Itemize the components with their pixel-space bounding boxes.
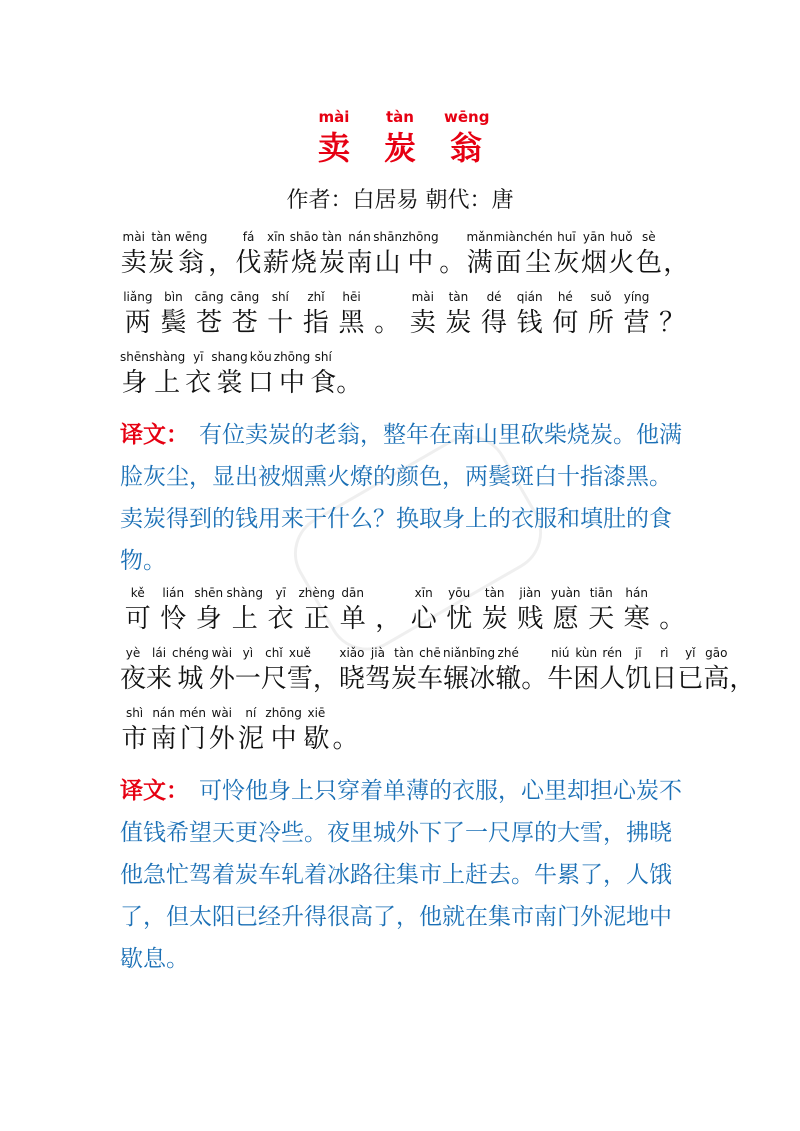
hanzi: 困 xyxy=(573,664,600,694)
translation-label: 译文： xyxy=(120,778,189,804)
stanza-1 xyxy=(120,222,690,402)
pinyin: shang xyxy=(211,350,248,364)
hanzi: 已 xyxy=(677,664,704,694)
ruby-char xyxy=(608,230,635,282)
hanzi: 裳 xyxy=(216,368,243,398)
pinyin: chē xyxy=(419,646,441,660)
ruby-char xyxy=(625,646,651,698)
pinyin: cāng xyxy=(230,290,260,304)
punctuation: ， xyxy=(208,248,235,278)
ruby-char xyxy=(265,706,301,758)
pinyin: chéng xyxy=(172,646,209,660)
pinyin: mǎn xyxy=(466,230,494,244)
pinyin: lái xyxy=(152,646,167,660)
hanzi: 饥 xyxy=(625,664,652,694)
hanzi: 所 xyxy=(587,308,614,338)
title-char-1: 卖 xyxy=(317,129,350,167)
pinyin: qián xyxy=(516,290,543,304)
pinyin: shí xyxy=(271,290,289,304)
pinyin: shì xyxy=(125,706,144,720)
pinyin: mài xyxy=(411,290,434,304)
ruby-char xyxy=(298,586,335,638)
hanzi: 尺 xyxy=(260,664,287,694)
hanzi: 面 xyxy=(495,248,522,278)
hanzi: 灰 xyxy=(553,248,580,278)
punctuation: ， xyxy=(729,664,756,694)
ruby-char xyxy=(547,646,573,698)
ruby-char xyxy=(334,290,370,342)
hanzi: 苍 xyxy=(196,308,223,338)
hanzi: 伐 xyxy=(235,248,262,278)
ruby-char xyxy=(599,646,625,698)
title-pinyin-3: wēng xyxy=(444,108,490,126)
pinyin: tàn xyxy=(448,290,469,304)
ruby-char xyxy=(120,230,147,282)
hanzi: 卖 xyxy=(120,248,147,278)
ruby-char xyxy=(441,586,477,638)
pinyin: kǒu xyxy=(249,350,272,364)
pinyin: yì xyxy=(242,646,254,660)
hanzi: 鬓 xyxy=(160,308,187,338)
pinyin: ní xyxy=(245,706,257,720)
ruby-char xyxy=(191,586,227,638)
hanzi: 衣 xyxy=(185,368,212,398)
hanzi: 正 xyxy=(303,604,330,634)
pinyin: huī xyxy=(557,230,576,244)
ruby-char xyxy=(298,290,334,342)
ruby-char xyxy=(469,646,495,698)
pinyin: fá xyxy=(242,230,255,244)
pinyin: yī xyxy=(193,350,204,364)
title-char-3: 翁 xyxy=(449,129,482,167)
hanzi: 心 xyxy=(410,604,437,634)
hanzi: 上 xyxy=(154,368,181,398)
pinyin: sè xyxy=(642,230,656,244)
title-chars xyxy=(0,128,800,168)
ruby-char xyxy=(120,290,156,342)
ruby-char xyxy=(553,230,580,282)
punctuation: ， xyxy=(663,248,690,278)
pinyin: hán xyxy=(625,586,648,600)
hanzi: 雪 xyxy=(286,664,313,694)
hanzi: 炭 xyxy=(148,248,175,278)
ruby-char xyxy=(339,646,365,698)
ruby-char xyxy=(635,230,662,282)
hanzi: 营 xyxy=(623,308,650,338)
ruby-char xyxy=(263,290,299,342)
pinyin: jī xyxy=(634,646,642,660)
ruby-char xyxy=(261,646,287,698)
ruby-char xyxy=(335,586,371,638)
pinyin: zhé xyxy=(497,646,519,660)
pinyin: lián xyxy=(162,586,185,600)
pinyin: bīng xyxy=(469,646,496,660)
title-pinyin-2: tàn xyxy=(386,108,414,126)
pinyin: hé xyxy=(557,290,573,304)
verse-line xyxy=(120,342,363,402)
ruby-char xyxy=(227,586,263,638)
translation-2 xyxy=(120,770,690,980)
pinyin: xiǎo xyxy=(339,646,365,660)
ruby-char xyxy=(156,290,192,342)
pinyin: yè xyxy=(125,646,141,660)
hanzi: 南 xyxy=(150,724,177,754)
hanzi: 愿 xyxy=(552,604,579,634)
pinyin: yōu xyxy=(448,586,471,600)
ruby-char xyxy=(235,230,262,282)
ruby-char xyxy=(391,646,417,698)
ruby-char xyxy=(443,646,469,698)
hanzi: 卖 xyxy=(409,308,436,338)
translation-1 xyxy=(120,414,690,582)
ruby-char xyxy=(512,586,548,638)
hanzi: 寒 xyxy=(623,604,650,634)
ruby-char xyxy=(175,230,207,282)
hanzi: 夜 xyxy=(120,664,147,694)
hanzi: 冰 xyxy=(469,664,496,694)
ruby-char xyxy=(274,350,310,402)
hanzi: 身 xyxy=(195,604,222,634)
pinyin: kùn xyxy=(575,646,598,660)
ruby-char xyxy=(172,646,209,698)
pinyin: shēn xyxy=(120,350,149,364)
translation-label: 译文： xyxy=(120,422,189,448)
pinyin: zhèng xyxy=(298,586,335,600)
pinyin: shí xyxy=(314,350,332,364)
ruby-char xyxy=(211,350,247,402)
ruby-char xyxy=(373,230,402,282)
pinyin: shàng xyxy=(148,350,186,364)
ruby-char xyxy=(441,290,477,342)
ruby-char xyxy=(583,290,619,342)
pinyin: hēi xyxy=(342,290,361,304)
title-pinyin xyxy=(0,108,800,126)
hanzi: 人 xyxy=(599,664,626,694)
ruby-char xyxy=(191,290,227,342)
punctuation: 。 xyxy=(439,248,466,278)
pinyin: zhǐ xyxy=(307,290,325,304)
pinyin: yíng xyxy=(623,290,650,304)
hanzi: 十 xyxy=(267,308,294,338)
punctuation: ， xyxy=(375,604,402,634)
ruby-char xyxy=(573,646,599,698)
pinyin: rén xyxy=(602,646,623,660)
pinyin: yuàn xyxy=(550,586,581,600)
ruby-char xyxy=(263,586,299,638)
pinyin: dé xyxy=(486,290,502,304)
pinyin: cāng xyxy=(194,290,224,304)
pinyin: wài xyxy=(211,646,233,660)
ruby-char xyxy=(248,350,274,402)
ruby-char xyxy=(290,230,319,282)
ruby-char xyxy=(209,646,235,698)
ruby-char xyxy=(495,646,521,698)
hanzi: 日 xyxy=(651,664,678,694)
pinyin: zhōng xyxy=(402,230,439,244)
pinyin: jiàn xyxy=(519,586,542,600)
punctuation: 。 xyxy=(332,724,359,754)
pinyin: zhōng xyxy=(265,706,302,720)
verse-line xyxy=(120,282,690,342)
ruby-char xyxy=(405,290,441,342)
hanzi: 上 xyxy=(231,604,258,634)
ruby-char xyxy=(120,646,146,698)
hanzi: 中 xyxy=(407,248,434,278)
ruby-char xyxy=(236,706,265,758)
hanzi: 城 xyxy=(177,664,204,694)
pinyin: xuě xyxy=(288,646,311,660)
hanzi: 得 xyxy=(481,308,508,338)
ruby-char xyxy=(156,586,192,638)
hanzi: 炭 xyxy=(481,604,508,634)
hanzi: 身 xyxy=(121,368,148,398)
pinyin: kě xyxy=(130,586,145,600)
ruby-char xyxy=(310,350,336,402)
pinyin: shāo xyxy=(289,230,319,244)
hanzi: 天 xyxy=(588,604,615,634)
hanzi: 黑 xyxy=(338,308,365,338)
pinyin: tàn xyxy=(151,230,172,244)
hanzi: 忧 xyxy=(446,604,473,634)
pinyin: mén xyxy=(179,706,207,720)
pinyin: suǒ xyxy=(590,290,612,304)
ruby-char xyxy=(677,646,703,698)
hanzi: 单 xyxy=(339,604,366,634)
ruby-char xyxy=(583,586,619,638)
hanzi: 门 xyxy=(179,724,206,754)
ruby-char xyxy=(703,646,729,698)
pinyin: tàn xyxy=(322,230,342,244)
ruby-char xyxy=(227,290,263,342)
pinyin: niǎn xyxy=(443,646,469,660)
punctuation: 。 xyxy=(374,308,401,338)
hanzi: 炭 xyxy=(445,308,472,338)
ruby-char xyxy=(149,706,178,758)
hanzi: 歇 xyxy=(303,724,330,754)
hanzi: 衣 xyxy=(267,604,294,634)
ruby-char xyxy=(477,586,513,638)
pinyin: chén xyxy=(523,230,553,244)
pinyin: bìn xyxy=(164,290,183,304)
ruby-char xyxy=(120,350,149,402)
pinyin: tiān xyxy=(589,586,613,600)
pinyin: chǐ xyxy=(265,646,283,660)
ruby-char xyxy=(580,230,607,282)
ruby-char xyxy=(365,646,391,698)
hanzi: 晓 xyxy=(338,664,365,694)
punctuation: 。 xyxy=(659,604,686,634)
pinyin: xīn xyxy=(414,586,433,600)
author-dynasty-line: 作者：白居易 朝代：唐 xyxy=(286,188,514,213)
hanzi: 外 xyxy=(208,724,235,754)
hanzi: 辙 xyxy=(495,664,522,694)
ruby-char xyxy=(494,230,524,282)
hanzi: 来 xyxy=(146,664,173,694)
ruby-char xyxy=(523,230,552,282)
hanzi: 口 xyxy=(247,368,274,398)
ruby-char xyxy=(548,586,584,638)
pinyin: nán xyxy=(348,230,371,244)
hanzi: 色 xyxy=(635,248,662,278)
hanzi: 驾 xyxy=(364,664,391,694)
ruby-char xyxy=(262,230,289,282)
hanzi: 两 xyxy=(124,308,151,338)
punctuation: ， xyxy=(312,664,339,694)
ruby-char xyxy=(548,290,584,342)
pinyin: shēn xyxy=(194,586,224,600)
hanzi: 外 xyxy=(208,664,235,694)
pinyin: liǎng xyxy=(123,290,153,304)
ruby-char xyxy=(120,706,149,758)
ruby-char xyxy=(149,350,185,402)
hanzi: 炭 xyxy=(390,664,417,694)
ruby-char xyxy=(402,230,438,282)
hanzi: 钱 xyxy=(516,308,543,338)
pinyin: wēng xyxy=(174,230,208,244)
hanzi: 苍 xyxy=(231,308,258,338)
ruby-char xyxy=(120,586,156,638)
ruby-char xyxy=(512,290,548,342)
hanzi: 一 xyxy=(234,664,261,694)
pinyin: xīn xyxy=(267,230,286,244)
pinyin: yǐ xyxy=(685,646,696,660)
pinyin: dān xyxy=(341,586,364,600)
pinyin: xiē xyxy=(307,706,326,720)
ruby-char xyxy=(287,646,313,698)
ruby-char xyxy=(147,230,174,282)
poem-title xyxy=(0,108,800,168)
pinyin: zhōng xyxy=(273,350,311,364)
hanzi: 何 xyxy=(552,308,579,338)
hanzi: 食 xyxy=(310,368,337,398)
hanzi: 高 xyxy=(703,664,730,694)
pinyin: gāo xyxy=(705,646,728,660)
verse-line xyxy=(120,638,756,698)
hanzi: 牛 xyxy=(547,664,574,694)
pinyin: yān xyxy=(582,230,605,244)
ruby-char xyxy=(318,230,345,282)
hanzi: 南 xyxy=(346,248,373,278)
stanza-2 xyxy=(120,578,756,758)
translation-text: 有位卖炭的老翁，整年在南山里砍柴烧炭。他满脸灰尘，显出被烟熏火燎的颜色，两鬓斑白十指漆黑。卖炭得到的钱用来干什么？换取身上的衣服和填肚的食物。 xyxy=(120,422,682,574)
hanzi: 指 xyxy=(302,308,329,338)
hanzi: 怜 xyxy=(160,604,187,634)
pinyin: tàn xyxy=(394,646,414,660)
hanzi: 车 xyxy=(416,664,443,694)
hanzi: 山 xyxy=(374,248,401,278)
punctuation: 。 xyxy=(336,368,363,398)
verse-line xyxy=(120,222,690,282)
ruby-char xyxy=(302,706,331,758)
ruby-char xyxy=(651,646,677,698)
hanzi: 烟 xyxy=(580,248,607,278)
pinyin: jià xyxy=(370,646,385,660)
hanzi: 可 xyxy=(124,604,151,634)
title-char-2: 炭 xyxy=(383,129,416,167)
hanzi: 辗 xyxy=(442,664,469,694)
punctuation: ？ xyxy=(659,308,686,338)
hanzi: 中 xyxy=(278,368,305,398)
hanzi: 炭 xyxy=(319,248,346,278)
hanzi: 市 xyxy=(121,724,148,754)
ruby-char xyxy=(146,646,172,698)
verse-line xyxy=(120,698,360,758)
ruby-char xyxy=(235,646,261,698)
hanzi: 贱 xyxy=(517,604,544,634)
pinyin: yī xyxy=(275,586,286,600)
ruby-char xyxy=(346,230,373,282)
pinyin: niú xyxy=(550,646,570,660)
pinyin: huǒ xyxy=(610,230,633,244)
hanzi: 尘 xyxy=(525,248,552,278)
ruby-char xyxy=(476,290,512,342)
hanzi: 泥 xyxy=(237,724,264,754)
ruby-char xyxy=(207,706,236,758)
pinyin: rì xyxy=(660,646,669,660)
hanzi: 翁 xyxy=(178,248,205,278)
verse-line xyxy=(120,578,690,638)
ruby-char xyxy=(619,290,655,342)
hanzi: 火 xyxy=(608,248,635,278)
pinyin: wài xyxy=(211,706,233,720)
title-pinyin-1: mài xyxy=(318,108,350,126)
hanzi: 薪 xyxy=(263,248,290,278)
ruby-char xyxy=(417,646,443,698)
pinyin: tàn xyxy=(484,586,505,600)
pinyin: shān xyxy=(373,230,403,244)
hanzi: 烧 xyxy=(291,248,318,278)
ruby-char xyxy=(406,586,442,638)
ruby-char xyxy=(466,230,493,282)
hanzi: 满 xyxy=(466,248,493,278)
ruby-char xyxy=(619,586,655,638)
translation-text: 可怜他身上只穿着单薄的衣服，心里却担心炭不值钱希望天更冷些。夜里城外下了一尺厚的大雪，拂晓他急忙驾着炭车轧着冰路往集市上赶去。牛累了，人饿了，但太阳已经升得很高了，他就在集市南门外泥地中歇息。 xyxy=(120,778,682,972)
pinyin: miàn xyxy=(493,230,524,244)
punctuation: 。 xyxy=(521,664,548,694)
ruby-char xyxy=(185,350,211,402)
ruby-char xyxy=(178,706,207,758)
pinyin: nán xyxy=(152,706,175,720)
pinyin: shàng xyxy=(226,586,263,600)
hanzi: 中 xyxy=(270,724,297,754)
pinyin: mài xyxy=(122,230,145,244)
